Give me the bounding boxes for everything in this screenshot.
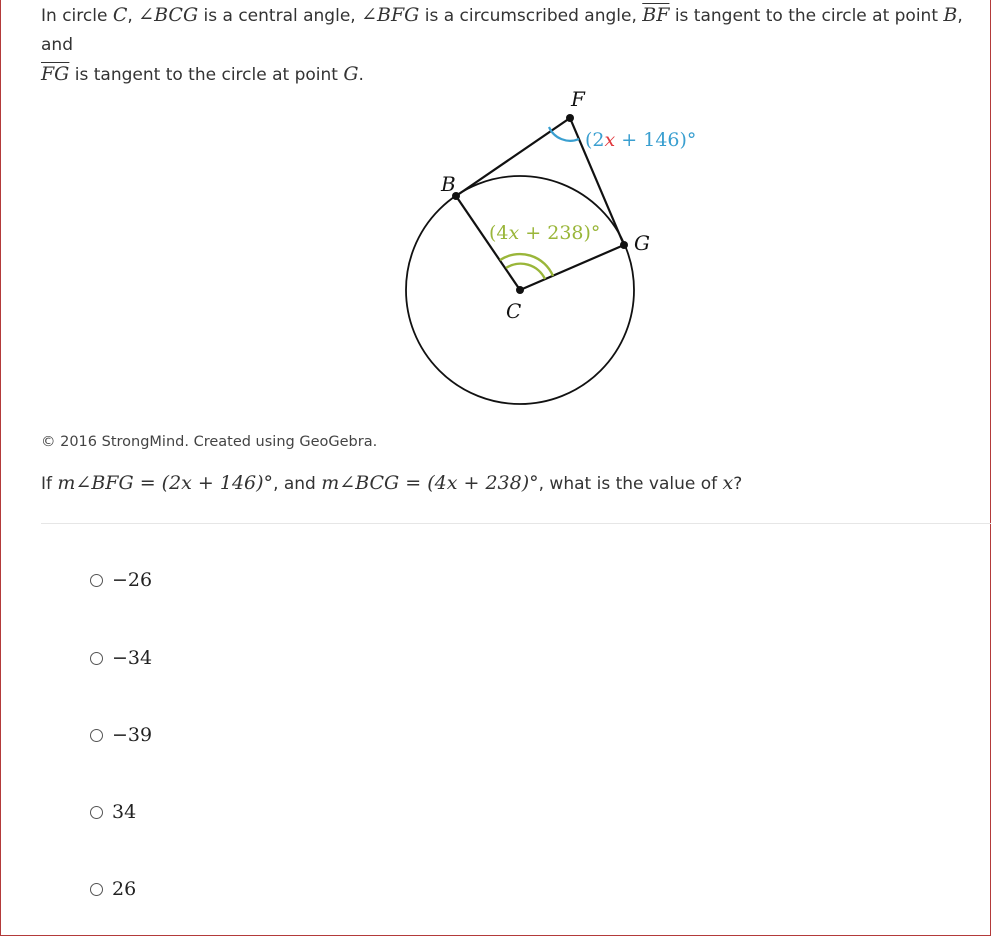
stem-math: B xyxy=(943,4,958,26)
stem-math: G xyxy=(343,63,359,85)
point-g xyxy=(620,241,628,249)
label-c: C xyxy=(506,299,522,323)
prompt-text: , and xyxy=(273,474,322,494)
angle-f-label: (2x + 146)° xyxy=(585,129,697,151)
point-c xyxy=(516,286,524,294)
radio-button[interactable] xyxy=(90,652,103,665)
radio-button[interactable] xyxy=(90,574,103,587)
stem-math: ∠BCG xyxy=(138,4,199,26)
stem-text: , and xyxy=(41,6,963,55)
answer-choice[interactable] xyxy=(90,645,152,671)
stem-math: $\overline{BF}$ xyxy=(642,4,670,26)
answer-choice[interactable] xyxy=(90,567,152,593)
tangent-segment-bf xyxy=(456,118,570,196)
stem-math: C xyxy=(112,4,128,26)
stem-text: , xyxy=(127,6,139,26)
prompt-text: ? xyxy=(733,474,743,494)
stem-text: is tangent to the circle at point xyxy=(69,65,344,85)
point-f xyxy=(566,114,574,122)
radio-button[interactable] xyxy=(90,883,103,896)
stem-text: . xyxy=(358,65,364,85)
choice-label: −39 xyxy=(112,724,153,746)
choice-label: 26 xyxy=(112,878,137,900)
stem-math: $\overline{FG}$ xyxy=(41,63,70,85)
choice-label: −34 xyxy=(112,647,153,669)
choice-label: 34 xyxy=(112,801,137,823)
answer-choice[interactable] xyxy=(90,722,152,748)
stem-text: is a circumscribed angle, xyxy=(419,6,643,26)
answer-choice[interactable] xyxy=(90,876,136,902)
stem-math: ∠BFG xyxy=(361,4,420,26)
geometry-figure xyxy=(41,80,981,420)
prompt-math: x xyxy=(722,472,734,494)
prompt-text: , what is the value of xyxy=(538,474,723,494)
question-stem xyxy=(41,1,981,90)
circle-tangent-diagram xyxy=(41,80,981,420)
choice-label: −26 xyxy=(112,569,153,591)
radio-button[interactable] xyxy=(90,806,103,819)
question-content xyxy=(41,0,981,900)
stem-text: In circle xyxy=(41,6,113,26)
label-g: G xyxy=(634,231,650,255)
label-f: F xyxy=(571,87,585,111)
prompt-math: m∠BCG = (4x + 238)° xyxy=(321,472,539,494)
answer-choice[interactable] xyxy=(90,799,136,825)
section-divider xyxy=(41,523,991,524)
stem-text: is tangent to the circle at point xyxy=(669,6,944,26)
prompt-text: If xyxy=(41,474,58,494)
angle-c-label: (4x + 238)° xyxy=(489,222,601,244)
question-prompt xyxy=(41,472,742,494)
radio-button[interactable] xyxy=(90,729,103,742)
prompt-math: m∠BFG = (2x + 146)° xyxy=(57,472,274,494)
label-b: B xyxy=(441,172,456,196)
stem-text: is a central angle, xyxy=(198,6,362,26)
figure-credit: © 2016 StrongMind. Created using GeoGebra. xyxy=(41,434,378,450)
